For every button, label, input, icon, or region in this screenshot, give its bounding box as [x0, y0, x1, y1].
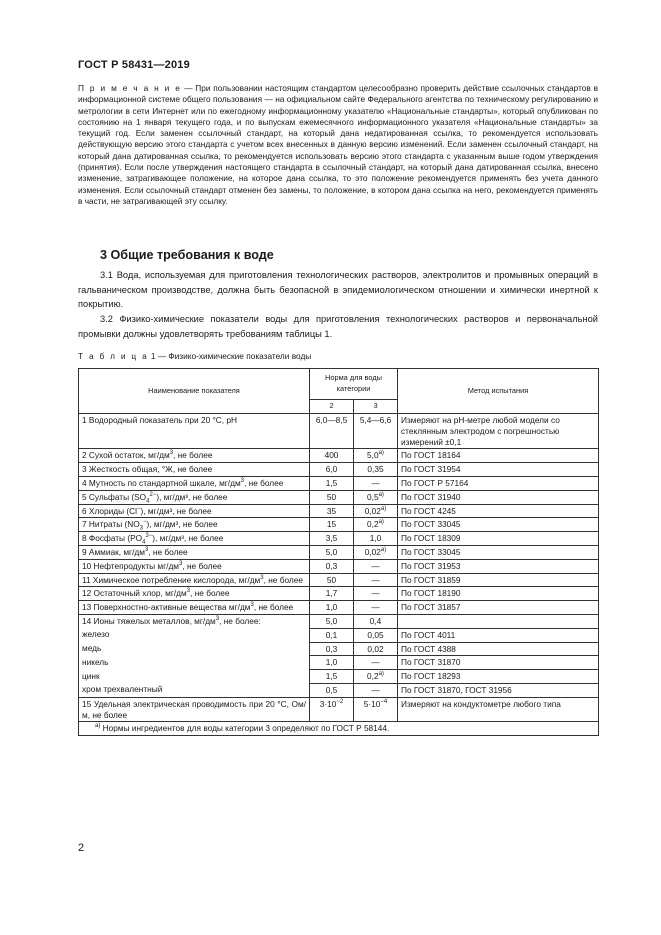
value-category-3 [354, 414, 398, 449]
value-category-3 [354, 573, 398, 587]
note-text: — При пользовании настоящим стандартом целесообразно проверить действие ссылочных стандартов в информационной системе общего пользования — на официальном сайте Федерального агентства по техническому регулированию и метрологии в сети Интернет или по ежегодному информационному указателю «Национальные стандарты», который опубликован по состоянию на 1 января текущего года, и по выпускам ежемесячного информационного указателя «Национальные стандарты» за текущий год. Если заменен ссылочный стандарт, на который дана недатированная ссылка, то рекомендуется использовать действующую версию этого стандарта с учетом всех внесенных в данную версию изменений. Если заменен ссылочный стандарт, на который дана датированная ссылка, то рекомендуется использовать версию этого стандарта с указанным выше годом утверждения (принятия). Если после утверждения настоящего стандарта в ссылочный стандарт, на который дана датированная ссылка, внесено изменение, затрагивающее положение, на которое дана ссылка, то это положение рекомендуется применять без учета данного изменения. Если ссылочный стандарт отменен без замены, то положение, в котором дана ссылка на него, рекомендуется применять в части, не затрагивающей эту ссылку. [78, 83, 598, 206]
row-name-tail: , не более [173, 450, 213, 461]
row-name [79, 449, 310, 463]
row-name-tail: , не более [190, 588, 230, 599]
conductivity-category-2-exp: −2 [336, 698, 344, 705]
note-label: П р и м е ч а н и е [78, 83, 182, 93]
conductivity-name: 15 Удельная электрическая проводимость при 20 °С, Ом/м, не более [79, 697, 310, 722]
row-name [79, 559, 310, 573]
ion-superscript: − [136, 505, 141, 512]
value-category-3-text: 0,02 [364, 546, 381, 557]
metal-test-method: По ГОСТ 31870, ГОСТ 31956 [398, 683, 599, 697]
value-category-3 [354, 490, 398, 504]
metal-row [79, 628, 599, 642]
table-row [79, 573, 599, 587]
table-row [79, 559, 599, 573]
value-category-3 [354, 559, 398, 573]
ion-subscript: 4 [142, 539, 146, 546]
value-category-3-text: 1,0 [369, 533, 382, 544]
row-name [79, 545, 310, 559]
value-category-3-text: 0,5 [367, 491, 379, 502]
row-name [79, 518, 310, 532]
test-method: По ГОСТ 18164 [398, 449, 599, 463]
test-method: По ГОСТ Р 57164 [398, 476, 599, 490]
metal-value-category-3-text: 0,2 [367, 671, 379, 682]
header-norm: Норма для воды категории [310, 369, 398, 400]
table-header-row [79, 369, 599, 400]
table-row [79, 518, 599, 532]
row-name-text: 12 Остаточный хлор, мг/дм [82, 588, 187, 599]
value-category-3 [354, 587, 398, 601]
conductivity-category-3 [354, 697, 398, 722]
test-method: По ГОСТ 31954 [398, 463, 599, 477]
table-caption-label: Т а б л и ц а [78, 351, 149, 361]
value-category-3 [354, 545, 398, 559]
test-method: По ГОСТ 33045 [398, 545, 599, 559]
value-category-3 [354, 476, 398, 490]
value-category-2: 1,7 [310, 587, 354, 601]
metal-value-category-3-text: — [371, 657, 380, 668]
test-method: По ГОСТ 4245 [398, 504, 599, 518]
footnote-row [79, 722, 599, 736]
row-name-text: 9 Аммиак, мг/дм [82, 546, 145, 557]
unit-superscript: 3 [169, 450, 174, 457]
value-category-2: 50 [310, 490, 354, 504]
row-name-text: 10 Нефтепродукты мг/дм [82, 560, 180, 571]
value-category-3-text: — [371, 477, 380, 488]
header-method: Метод испытания [398, 369, 599, 414]
page-number: 2 [78, 842, 85, 854]
test-method: По ГОСТ 18190 [398, 587, 599, 601]
row-name-tail: , не более [263, 574, 303, 585]
row-name-tail: ), мг/дм³, не более [140, 505, 212, 516]
test-method: По ГОСТ 31859 [398, 573, 599, 587]
row-name [79, 490, 310, 504]
metal-value-category-3 [354, 670, 398, 684]
table-row [79, 476, 599, 490]
test-method: Измеряют на pH-метре любой модели со стеклянным электродом с погрешностью измерений ±0,1 [398, 414, 599, 449]
footnote-mark: а) [95, 723, 101, 730]
metals-method-empty [398, 614, 599, 628]
metal-test-method: По ГОСТ 4388 [398, 642, 599, 656]
table-body [79, 369, 599, 736]
value-category-3-text: — [371, 574, 380, 585]
metal-row [79, 670, 599, 684]
value-category-3-text: — [371, 588, 380, 599]
conductivity-category-3-base: 5·10 [363, 698, 381, 709]
row-name [79, 476, 310, 490]
test-method: По ГОСТ 18309 [398, 532, 599, 546]
row-name-tail: ), мг/дм³, не более [156, 491, 228, 502]
metal-value-category-3-text: 0,05 [367, 629, 384, 640]
footnote-marker: а) [378, 671, 384, 678]
unit-superscript: 3 [179, 561, 183, 567]
row-name-text: 4 Мутность по стандартной шкале, мг/дм [82, 477, 241, 488]
unit-superscript: 3 [144, 547, 149, 554]
table-caption [78, 351, 311, 361]
note-paragraph [78, 83, 598, 207]
row-name [79, 504, 310, 518]
value-category-3-text: 0,2 [367, 519, 379, 530]
metal-value-category-2: 0,1 [310, 628, 354, 642]
metal-value-category-2: 0,3 [310, 642, 354, 656]
value-category-3-text: 0,35 [367, 464, 384, 475]
metal-name: цинк [79, 670, 310, 684]
metal-value-category-3-text: — [371, 684, 380, 695]
row-name-tail: ), мг/дм³, не более [152, 533, 224, 544]
value-category-3-text: 5,4—6,6 [359, 415, 392, 425]
row-name [79, 414, 310, 449]
value-category-2: 1,5 [310, 476, 354, 490]
value-category-2: 50 [310, 573, 354, 587]
row-name-text: 13 Поверхностно-активные вещества мг/дм [82, 602, 251, 613]
metal-row [79, 683, 599, 697]
test-method: По ГОСТ 31940 [398, 490, 599, 504]
row-name-text: 8 Фосфаты (PO [82, 533, 143, 544]
unit-superscript: 3 [186, 588, 191, 595]
row-name [79, 601, 310, 615]
row-name-text: 1 Водородный показатель при 20 °С, pH [82, 415, 238, 425]
value-category-2: 5,0 [310, 545, 354, 559]
metals-total-category-2: 5,0 [310, 614, 354, 628]
value-category-2: 0,3 [310, 559, 354, 573]
paragraph-3-2: 3.2 Физико-химические показатели воды для приготовления технологических растворов и первоначальной промывки должны удовлетворять требованиям таблицы 1. [78, 314, 598, 339]
metal-row [79, 642, 599, 656]
row-name-text: 3 Жесткость общая, °Ж, не более [82, 464, 213, 475]
row-name-tail: ), мг/дм³, не более [146, 519, 218, 530]
value-category-3-text: 0,02 [364, 505, 381, 516]
table-caption-text: 1 — Физико-химические показатели воды [148, 351, 312, 361]
metals-total-category-3: 0,4 [354, 614, 398, 628]
metal-row [79, 656, 599, 670]
ion-subscript: 4 [146, 498, 150, 505]
unit-superscript: 3 [250, 602, 254, 609]
metal-name: хром трехвалентный [79, 683, 310, 697]
row-name-tail: , не более [244, 477, 284, 488]
metal-test-method: По ГОСТ 18293 [398, 670, 599, 684]
metals-title-text: 14 Ионы тяжелых металлов, мг/дм [82, 615, 216, 626]
row-name-text: 7 Нитраты (NO [82, 519, 140, 530]
metal-name: железо [79, 628, 310, 642]
unit-superscript: 3 [215, 616, 220, 623]
value-category-2: 35 [310, 504, 354, 518]
table-row [79, 532, 599, 546]
footnote-marker: а) [380, 547, 387, 554]
footnote [79, 722, 599, 736]
value-category-3-text: — [371, 560, 380, 571]
ion-superscript: − [143, 519, 147, 526]
value-category-2: 1,0 [310, 601, 354, 615]
row-name [79, 532, 310, 546]
unit-superscript: 3 [240, 478, 245, 485]
footnote-text: Нормы ингредиентов для воды категории 3 определяют по ГОСТ Р 58144. [100, 723, 390, 734]
row-name-text: 11 Химическое потребление кислорода, мг/дм [82, 574, 261, 585]
metal-test-method: По ГОСТ 4011 [398, 628, 599, 642]
footnote-marker: а) [380, 505, 387, 512]
metals-title-row [79, 614, 599, 628]
value-category-3 [354, 449, 398, 463]
table-row [79, 504, 599, 518]
test-method: По ГОСТ 31953 [398, 559, 599, 573]
value-category-3 [354, 518, 398, 532]
value-category-3-text: — [371, 602, 380, 613]
row-name-text: 2 Сухой остаток, мг/дм [82, 450, 170, 461]
value-category-2: 15 [310, 518, 354, 532]
metal-test-method: По ГОСТ 31870 [398, 656, 599, 670]
row-name-text: 6 Хлориды (Cl [82, 505, 137, 516]
row-name-tail: , не более [253, 602, 294, 613]
value-category-3 [354, 601, 398, 615]
water-properties-table [78, 368, 599, 736]
value-category-3 [354, 504, 398, 518]
metal-value-category-3 [354, 628, 398, 642]
value-category-2: 400 [310, 449, 354, 463]
value-category-3 [354, 532, 398, 546]
conductivity-row [79, 697, 599, 722]
conductivity-category-3-exp: −4 [380, 698, 388, 705]
section-title: 3 Общие требования к воде [100, 248, 274, 262]
metal-value-category-3 [354, 683, 398, 697]
row-name-text: 5 Сульфаты (SO [82, 491, 147, 502]
table-row [79, 545, 599, 559]
conductivity-category-2 [310, 697, 354, 722]
metal-value-category-2: 1,0 [310, 656, 354, 670]
table-row [79, 587, 599, 601]
footnote-marker: а) [378, 519, 384, 526]
unit-superscript: 3 [260, 574, 264, 581]
metals-title [79, 614, 310, 628]
ion-superscript: 2− [149, 492, 157, 499]
value-category-2: 3,5 [310, 532, 354, 546]
test-method: По ГОСТ 31857 [398, 601, 599, 615]
header-name: Наименование показателя [79, 369, 310, 414]
value-category-2: 6,0 [310, 463, 354, 477]
row-name [79, 573, 310, 587]
metal-value-category-2: 1,5 [310, 670, 354, 684]
header-category-3: 3 [354, 400, 398, 414]
row-name [79, 463, 310, 477]
header-category-2: 2 [310, 400, 354, 414]
test-method: По ГОСТ 33045 [398, 518, 599, 532]
conductivity-category-2-base: 3·10 [319, 698, 337, 709]
row-name-tail: , не более [182, 560, 222, 571]
ion-superscript: 3− [145, 533, 153, 540]
metal-value-category-2: 0,5 [310, 683, 354, 697]
value-category-2: 6,0—8,5 [310, 414, 354, 449]
value-category-3 [354, 463, 398, 477]
row-name-tail: , не более [148, 546, 188, 557]
paragraph-3-1: 3.1 Вода, используемая для приготовления технологических растворов, электролитов и промывных операций в гальваническом производстве, должна быть безопасной в эпидемиологическом отношении и химически инертной к покрытию. [78, 270, 598, 309]
ion-subscript: 3 [139, 526, 144, 533]
metal-value-category-3 [354, 642, 398, 656]
document-header: ГОСТ Р 58431—2019 [78, 59, 190, 71]
table-row [79, 449, 599, 463]
table-row [79, 601, 599, 615]
metal-value-category-3 [354, 656, 398, 670]
footnote-marker: а) [378, 450, 384, 457]
metals-title-tail: , не более: [219, 615, 261, 626]
table-row [79, 463, 599, 477]
metal-value-category-3-text: 0,02 [367, 643, 384, 654]
metal-name: медь [79, 642, 310, 656]
table-row [79, 490, 599, 504]
footnote-marker: а) [378, 492, 384, 499]
metal-name: никель [79, 656, 310, 670]
conductivity-method: Измеряют на кондуктометре любого типа [398, 697, 599, 722]
value-category-3-text: 5,0 [367, 450, 379, 461]
table-row [79, 414, 599, 449]
row-name [79, 587, 310, 601]
